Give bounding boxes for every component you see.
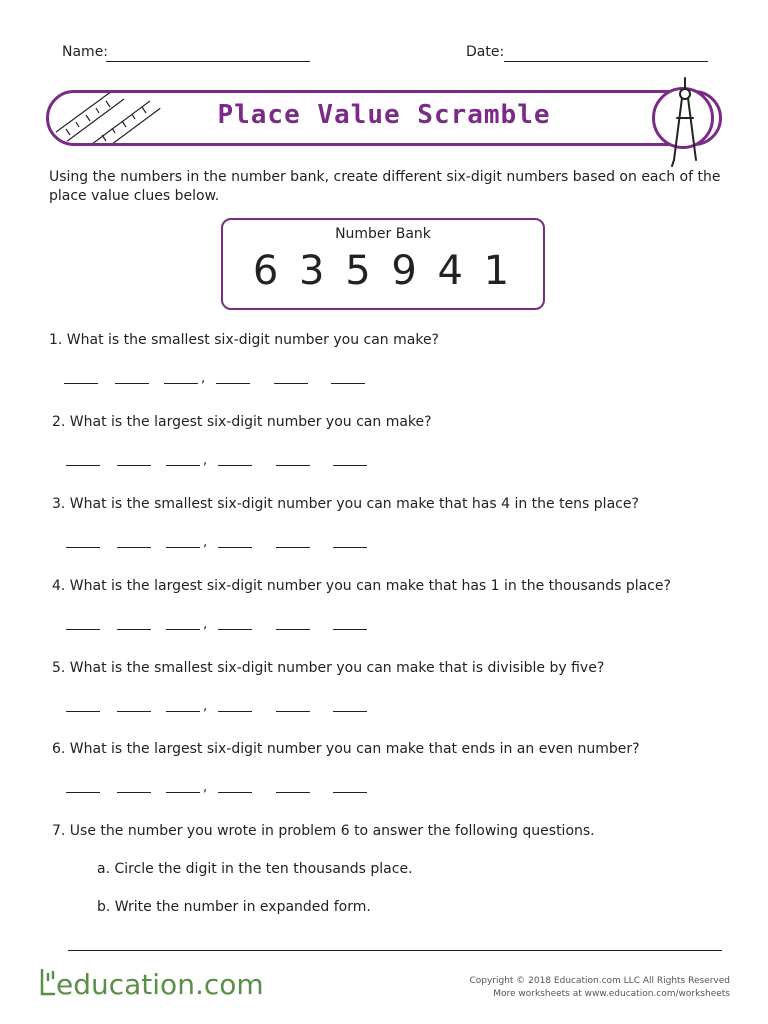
name-label: Name: [62, 44, 109, 60]
answer-blank[interactable] [166, 537, 200, 548]
expanded-form-answer-line[interactable] [68, 950, 722, 951]
compass-icon [660, 74, 710, 168]
logo-suffix: .com [194, 968, 264, 1001]
comma-separator: , [203, 780, 208, 795]
answer-blank[interactable] [276, 455, 310, 466]
answer-blank[interactable] [117, 455, 151, 466]
answer-blank[interactable] [333, 537, 367, 548]
comma-separator: , [203, 535, 208, 550]
instructions: Using the numbers in the number bank, create different six-digit numbers based on each of the place value clues below. [49, 169, 721, 204]
answer-blank[interactable] [164, 373, 198, 384]
question-7: 7. Use the number you wrote in problem 6 to answer the following questions. [52, 823, 595, 839]
answer-blank[interactable] [331, 373, 365, 384]
page-title: Place Value Scramble [217, 100, 551, 130]
answer-blank[interactable] [218, 701, 252, 712]
answer-blank[interactable] [166, 701, 200, 712]
answer-blank[interactable] [115, 373, 149, 384]
answer-blank[interactable] [276, 701, 310, 712]
answer-blank[interactable] [66, 455, 100, 466]
answer-blank[interactable] [66, 782, 100, 793]
question-1: 1. What is the smallest six-digit number you can make? [49, 332, 439, 348]
answer-blank[interactable] [276, 619, 310, 630]
logo-text: education [56, 968, 195, 1001]
number-bank-label: Number Bank [335, 226, 431, 242]
answer-blank[interactable] [274, 373, 308, 384]
answer-blank[interactable] [216, 373, 250, 384]
comma-separator: , [203, 617, 208, 632]
answer-blank[interactable] [333, 455, 367, 466]
answer-blank[interactable] [333, 782, 367, 793]
subquestion-b: b. Write the number in expanded form. [97, 899, 371, 915]
answer-blank[interactable] [166, 455, 200, 466]
number-bank-digits: 6 3 5 9 4 1 [252, 248, 514, 294]
question-4: 4. What is the largest six-digit number you can make that has 1 in the thousands place? [52, 578, 671, 594]
name-field[interactable] [106, 61, 310, 62]
answer-blank[interactable] [276, 782, 310, 793]
answer-blank[interactable] [66, 537, 100, 548]
answer-blank[interactable] [66, 619, 100, 630]
answer-blank[interactable] [117, 701, 151, 712]
answer-blank[interactable] [117, 782, 151, 793]
date-field[interactable] [504, 61, 708, 62]
copyright-text: Copyright © 2018 Education.com LLC All Rights Reserved [469, 976, 730, 986]
comma-separator: , [203, 699, 208, 714]
answer-blank[interactable] [166, 782, 200, 793]
comma-separator: , [203, 453, 208, 468]
subquestion-a: a. Circle the digit in the ten thousands place. [97, 861, 413, 877]
education-logo-icon [36, 966, 58, 998]
answer-blank[interactable] [117, 537, 151, 548]
date-label: Date: [466, 44, 505, 60]
question-2: 2. What is the largest six-digit number you can make? [52, 414, 432, 430]
question-5: 5. What is the smallest six-digit number you can make that is divisible by five? [52, 660, 605, 676]
answer-blank[interactable] [218, 782, 252, 793]
answer-blank[interactable] [218, 619, 252, 630]
question-3: 3. What is the smallest six-digit number you can make that has 4 in the tens place? [52, 496, 639, 512]
answer-blank[interactable] [66, 701, 100, 712]
comma-separator: , [201, 371, 206, 386]
answer-blank[interactable] [166, 619, 200, 630]
more-worksheets-link[interactable]: More worksheets at www.education.com/worksheets [493, 989, 730, 999]
answer-blank[interactable] [333, 619, 367, 630]
answer-blank[interactable] [117, 619, 151, 630]
answer-blank[interactable] [218, 455, 252, 466]
answer-blank[interactable] [276, 537, 310, 548]
question-6: 6. What is the largest six-digit number you can make that ends in an even number? [52, 741, 640, 757]
education-logo [56, 968, 264, 1001]
answer-blank[interactable] [333, 701, 367, 712]
answer-blank[interactable] [64, 373, 98, 384]
answer-blank[interactable] [218, 537, 252, 548]
